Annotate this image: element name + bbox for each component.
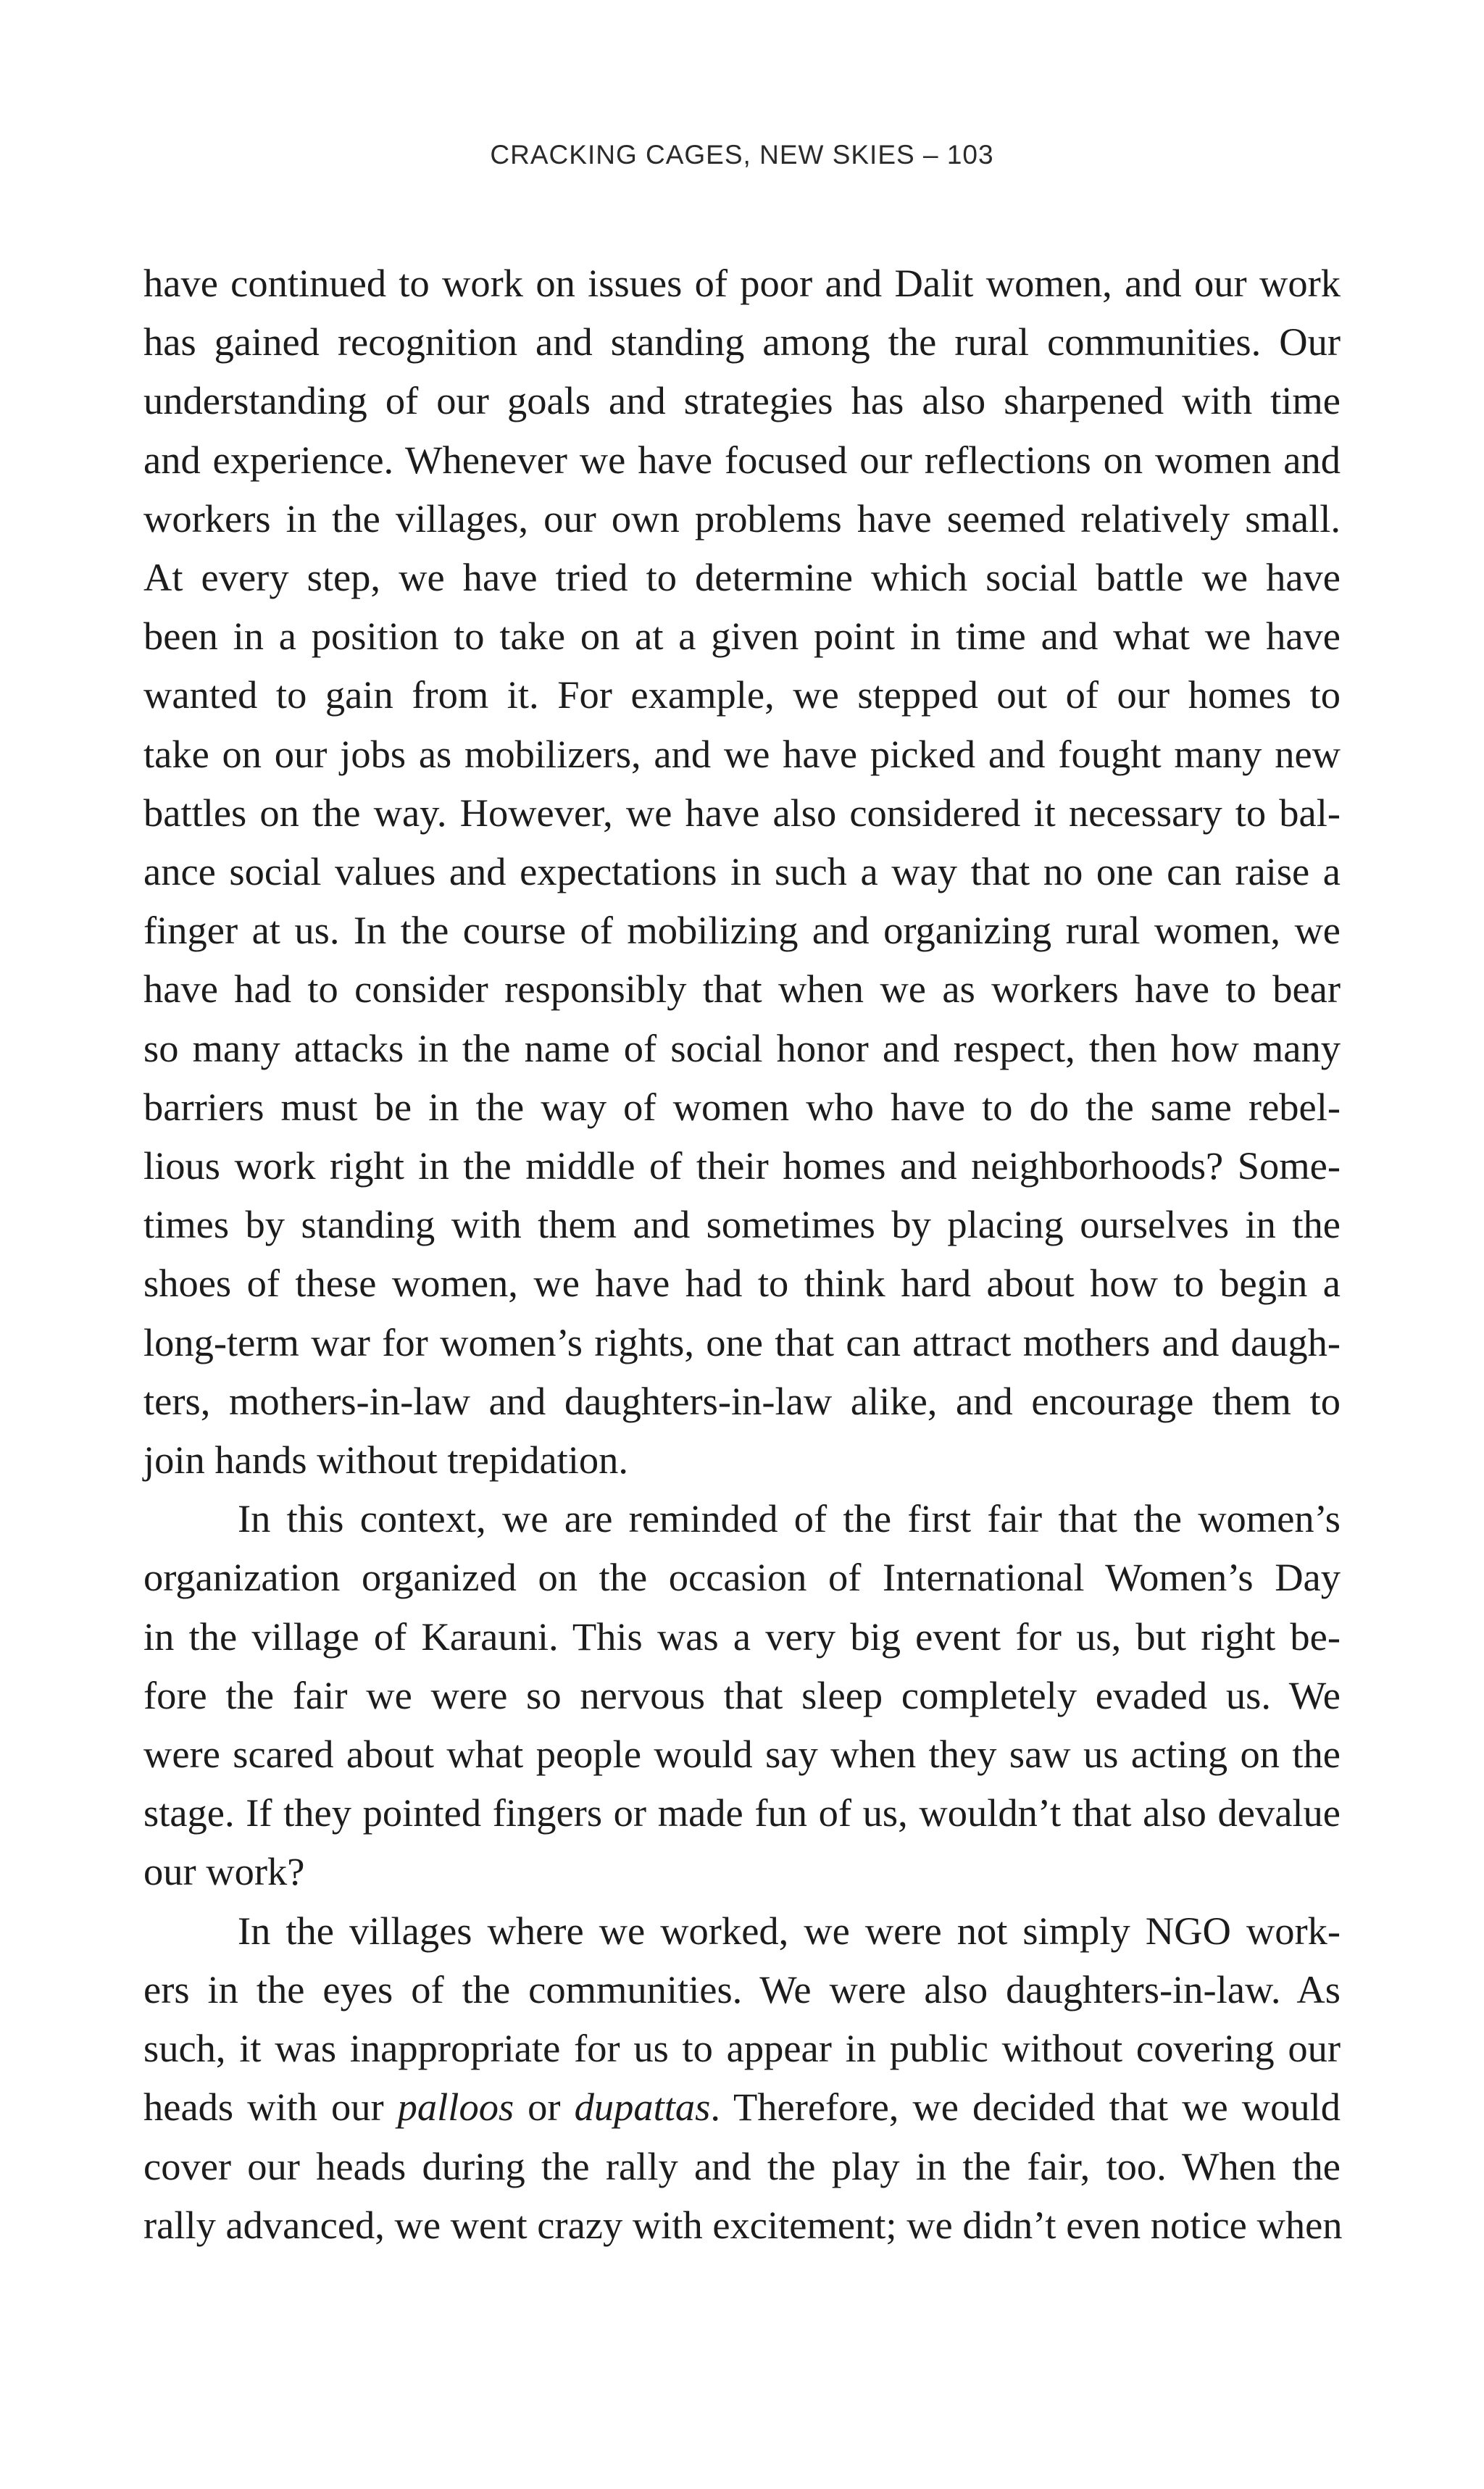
text-line-with-italics: [143, 2077, 1341, 2136]
text-line: join hands without trepidation.: [143, 1438, 629, 1483]
paragraph-3: [143, 1901, 1341, 2254]
text-line: so many attacks in the name of social honor and respect, then how many: [143, 1025, 1341, 1070]
running-head: CRACKING CAGES, NEW SKIES – 103: [490, 140, 994, 170]
text-segment: . Therefore, we decided that we would: [710, 2085, 1341, 2130]
text-line: has gained recognition and standing among the rural communities. Our: [143, 320, 1341, 364]
text-line: were scared about what people would say when they saw us acting on the: [143, 1732, 1341, 1777]
text-line: rally advanced, we went crazy with excitement; we didn’t even notice when: [143, 2202, 1343, 2247]
text-line: finger at us. In the course of mobilizing and organizing rural women, we: [143, 908, 1341, 953]
text-line: fore the fair we were so nervous that sleep completely evaded us. We: [143, 1672, 1341, 1717]
text-line: have had to consider responsibly that when we as workers have to bear: [143, 967, 1341, 1012]
text-line: ters, mothers-in-law and daughters-in-law alike, and encourage them to: [143, 1378, 1341, 1423]
text-line: our work?: [143, 1849, 305, 1894]
text-line: battles on the way. However, we have also considered it necessary to bal-: [143, 790, 1341, 835]
text-line: shoes of these women, we have had to think hard about how to begin a: [143, 1261, 1341, 1306]
text-line: At every step, we have tried to determine which social battle we have: [143, 555, 1341, 600]
text-line: times by standing with them and sometimes by placing ourselves in the: [143, 1202, 1341, 1247]
text-line: take on our jobs as mobilizers, and we have picked and fought many new: [143, 731, 1341, 776]
text-line: barriers must be in the way of women who have to do the same rebel-: [143, 1084, 1341, 1129]
text-line: such, it was inappropriate for us to appear in public without covering our: [143, 2026, 1341, 2071]
text-line: workers in the villages, our own problems have seemed relatively small.: [143, 496, 1341, 541]
text-line: and experience. Whenever we have focused our reflections on women and: [143, 437, 1341, 482]
text-line: stage. If they pointed fingers or made fun of us, wouldn’t that also devalue: [143, 1790, 1341, 1835]
text-line: wanted to gain from it. For example, we stepped out of our homes to: [143, 672, 1341, 717]
text-line: In this context, we are reminded of the first fair that the women’s: [238, 1496, 1341, 1541]
paragraph-2: [143, 1489, 1341, 1901]
text-line: in the village of Karauni. This was a very big event for us, but right be-: [143, 1614, 1341, 1659]
text-segment: or: [514, 2085, 575, 2130]
body-text: [143, 254, 1341, 2254]
text-line: lious work right in the middle of their homes and neighborhoods? Some-: [143, 1143, 1341, 1188]
text-line: In the villages where we worked, we were not simply NGO work-: [238, 1908, 1341, 1953]
text-line: been in a position to take on at a given point in time and what we have: [143, 614, 1341, 659]
text-segment: heads with our: [143, 2085, 398, 2130]
text-line: long-term war for women’s rights, one that can attract mothers and daugh-: [143, 1319, 1341, 1364]
text-line: ers in the eyes of the communities. We were also daughters-in-law. As: [143, 1967, 1341, 2011]
text-line: organization organized on the occasion of International Women’s Day: [143, 1555, 1341, 1600]
text-line: have continued to work on issues of poor and Dalit women, and our work: [143, 261, 1341, 305]
text-line: ance social values and expectations in such a way that no one can raise a: [143, 849, 1341, 894]
italic-term-dupattas: dupattas: [574, 2085, 711, 2130]
italic-term-palloos: palloos: [397, 2085, 514, 2130]
text-line: cover our heads during the rally and the play in the fair, too. When the: [143, 2143, 1341, 2188]
text-line: understanding of our goals and strategies has also sharpened with time: [143, 378, 1341, 423]
paragraph-1: [143, 254, 1341, 1489]
